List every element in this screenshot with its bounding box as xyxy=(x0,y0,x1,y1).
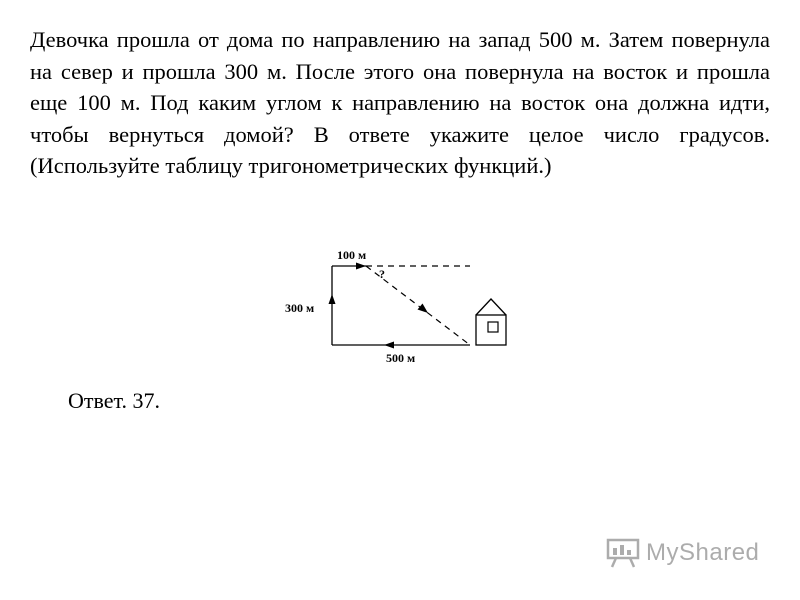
presentation-board-icon xyxy=(606,538,640,568)
answer-text: Ответ. 37. xyxy=(68,388,160,413)
label-300m: 300 м xyxy=(285,301,315,315)
label-angle: ? xyxy=(379,267,385,281)
watermark-text: MyShared xyxy=(646,539,760,566)
arrow-east-icon xyxy=(356,263,366,270)
watermark xyxy=(606,538,759,568)
problem-text: Девочка прошла от дома по направлению на запад 500 м. Затем повернула на север и прошла 300 м. После этого она повернула на восток и прошла еще 100 м. Под каким углом к направлению на восток она должна идти, чтобы вернуться домой? В ответе укажите целое число градусов. (Используйте таблицу тригонометрических функций.) xyxy=(30,27,770,178)
arrow-return-icon xyxy=(418,304,429,314)
path-diagram xyxy=(280,240,520,370)
arrow-west-icon xyxy=(384,342,394,349)
label-500m: 500 м xyxy=(386,351,416,365)
arrow-north-icon xyxy=(329,294,336,304)
house-icon xyxy=(476,299,506,345)
label-100m: 100 м xyxy=(337,248,367,262)
